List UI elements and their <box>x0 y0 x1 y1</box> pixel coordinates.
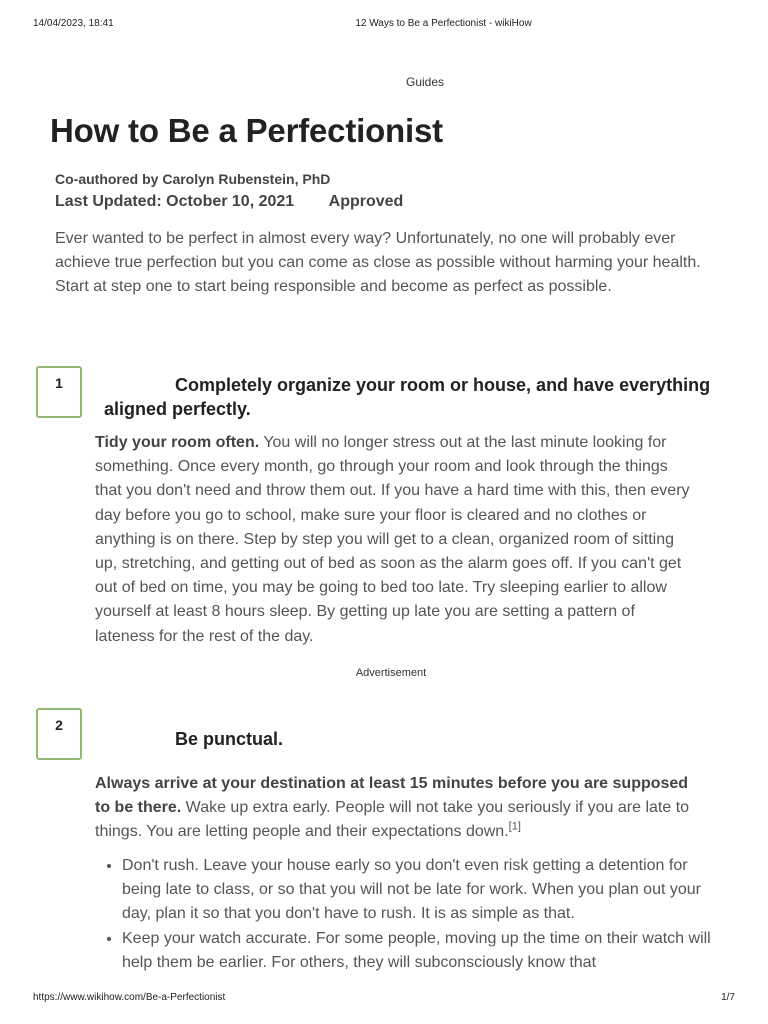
print-doc-title: 12 Ways to Be a Perfectionist - wikiHow <box>355 18 532 29</box>
citation-link[interactable]: [1] <box>508 821 521 834</box>
print-url: https://www.wikihow.com/Be-a-Perfectionist <box>33 992 226 1003</box>
step-number-box: 2 <box>36 708 82 760</box>
page-title: How to Be a Perfectionist <box>50 112 443 149</box>
list-item: • Keep your watch accurate. For some people, moving up the time on their watch will help them be earlier. For others, they will subconsciously know that <box>122 927 722 975</box>
step-body <box>95 431 695 649</box>
list-item: • Don't rush. Leave your house early so you don't even risk getting a detention for being late to class, or so that you will not be late for work. When you plan out your day, plan it so that you don't have to rush. It is as simple as that. <box>122 854 722 927</box>
approved-badge[interactable]: Approved <box>328 193 404 210</box>
step-bold-lead: Always arrive at your destination at least 15 minutes before you are supposed to be there. <box>95 775 689 817</box>
advertisement-label: Advertisement <box>355 667 427 679</box>
last-updated: Last Updated: October 10, 2021 <box>55 193 295 210</box>
guides-link[interactable]: Guides <box>406 75 445 89</box>
updated-row <box>55 193 403 211</box>
step-body <box>95 772 695 845</box>
print-date: 14/04/2023, 18:41 <box>33 18 114 29</box>
step-body-text: Wake up extra early. People will not take you seriously if you are late to things. You are letting people and their expectations down. <box>95 799 690 841</box>
print-footer <box>0 992 768 1006</box>
step-number-box: 1 <box>36 366 82 418</box>
print-header <box>0 18 768 32</box>
step-heading: Completely organize your room or house, and have everything aligned perfectly. <box>104 375 711 419</box>
step-heading: Be punctual. <box>175 729 284 749</box>
step-body-text: You will no longer stress out at the last minute looking for something. Once every month, go through your room and look through the things that you don't need and throw them out. If you have a hard time with this, then every day before you go to school, make sure your floor is cleared and no clothes or anything is on there. Step by step you will get to a clean, organized room of sitting up, stretching, and getting out of bed as soon as the alarm goes off. If you can't get out of bed on time, you may be going to bed too late. Try sleeping earlier to allow yourself at least 8 hours sleep. By getting up late you are setting a pattern of lateness for the rest of the day. <box>95 434 690 645</box>
step-bullet-list <box>104 854 722 975</box>
article-intro: Ever wanted to be perfect in almost every way? Unfortunately, no one will probably ever achieve true perfection but you can come as close as possible without harming your health. Start at step one to start being responsible and become as perfect as possible. <box>55 230 701 295</box>
byline[interactable]: Co-authored by Carolyn Rubenstein, PhD <box>55 171 331 187</box>
step-bold-lead: Tidy your room often. <box>95 434 260 451</box>
print-page-number: 1/7 <box>721 992 735 1003</box>
